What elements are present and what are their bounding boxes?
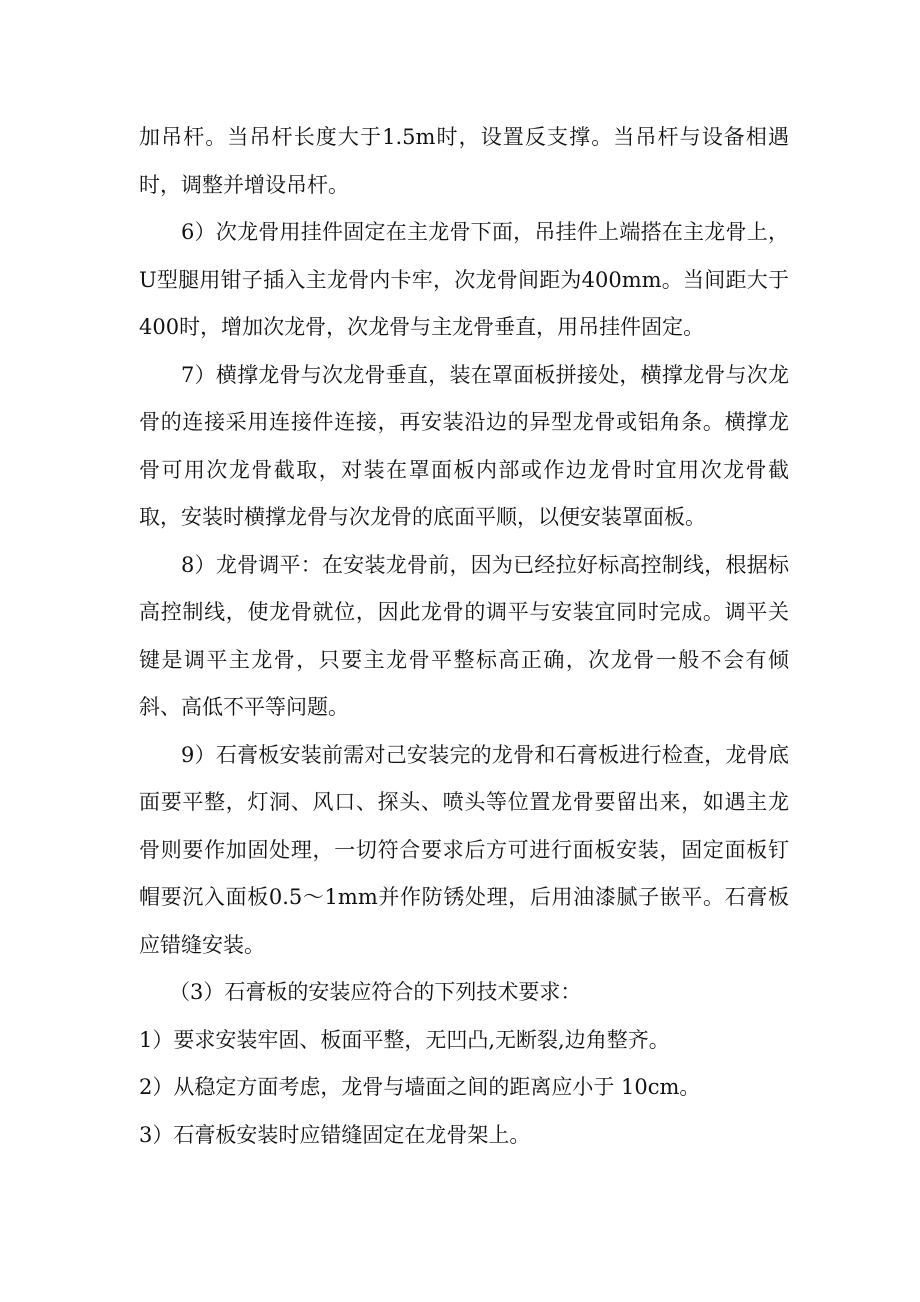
requirement-3: 3）石膏板安装时应错缝固定在龙骨架上。 <box>139 1122 531 1147</box>
requirement-2: 2）从稳定方面考虑，龙骨与墙面之间的距离应小于 10cm。 <box>139 1075 701 1099</box>
paragraph-item-6: 6）次龙骨用挂件固定在主龙骨下面，吊挂件上端搭在主龙骨上，U型腿用钳子插入主龙骨内卡牢，次龙骨间距为400mm。当间距大于400时，增加次龙骨，次龙骨与主龙骨垂直，用吊挂件固定。 <box>139 220 789 339</box>
paragraph-item-8: 8）龙骨调平：在安装龙骨前，因为已经拉好标高控制线，根据标高控制线，使龙骨就位，因此龙骨的调平与安装宜同时完成。调平关键是调平主龙骨，只要主龙骨平整标高正确，次龙骨一般不会有倾斜、高低不平等问题。 <box>139 552 789 719</box>
requirement-1: 1）要求安装牢固、板面平整，无凹凸,无断裂,边角整齐。 <box>139 1027 670 1052</box>
paragraph-continuation: 加吊杆。当吊杆长度大于1.5m时，设置反支撑。当吊杆与设备相遇时，调整并增设吊杆。 <box>139 125 789 197</box>
section-heading-3: （3）石膏板的安装应符合的下列技术要求： <box>169 980 582 1004</box>
paragraph-item-9: 9）石膏板安装前需对己安装完的龙骨和石膏板进行检查，龙骨底面要平整，灯洞、风口、探头、喷头等位置龙骨要留出来，如遇主龙骨则要作加固处理，一切符合要求后方可进行面板安装，固定面板钉帽要沉入面板0.5～1mm并作防锈处理，后用油漆腻子嵌平。石膏板应错缝安装。 <box>139 742 789 957</box>
document-body <box>139 114 789 1159</box>
paragraph-item-7: 7）横撑龙骨与次龙骨垂直，装在罩面板拼接处，横撑龙骨与次龙骨的连接采用连接件连接，再安装沿边的异型龙骨或铝角条。横撑龙骨可用次龙骨截取，对装在罩面板内部或作边龙骨时宜用次龙骨截取，安装时横撑龙骨与次龙骨的底面平顺，以便安装罩面板。 <box>139 362 789 529</box>
